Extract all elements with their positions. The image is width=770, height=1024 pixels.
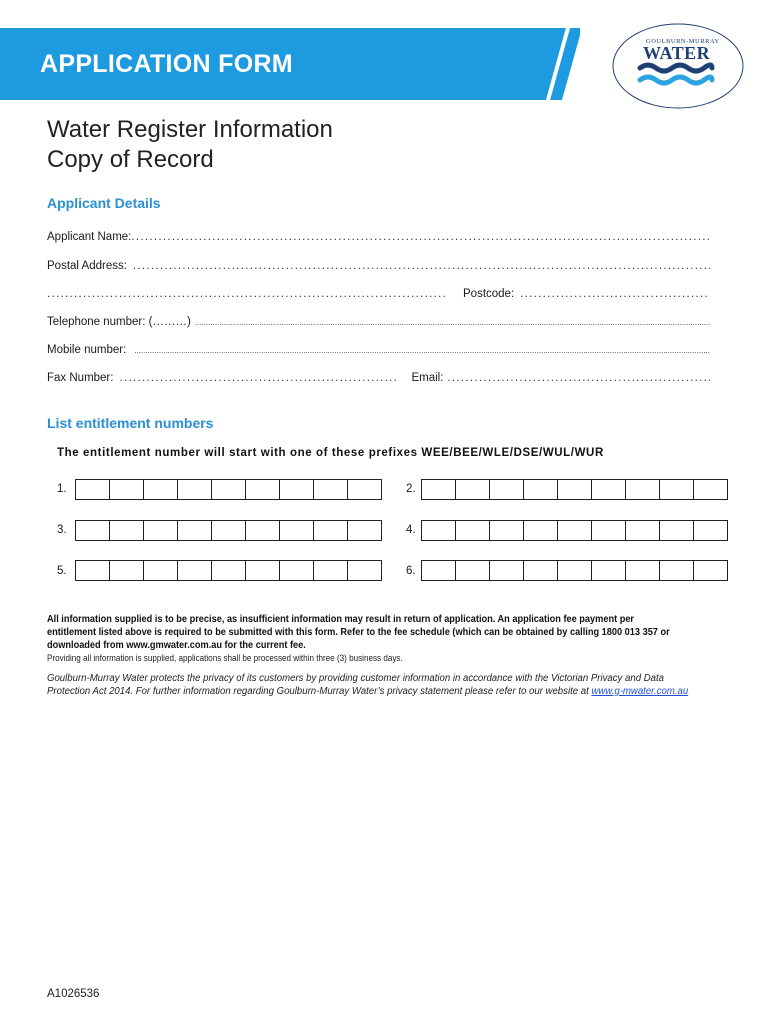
fax-entry[interactable] xyxy=(119,372,399,384)
entitlement-input-5[interactable] xyxy=(76,560,382,581)
postal-address-label: Postal Address: xyxy=(47,260,127,272)
applicant-details-heading: Applicant Details xyxy=(47,195,161,211)
email-entry[interactable] xyxy=(447,372,710,384)
postal-address-line2-field[interactable] xyxy=(47,288,710,300)
mobile-field[interactable] xyxy=(47,344,710,356)
applicant-name-label: Applicant Name: xyxy=(47,231,132,243)
postcode-label: Postcode: xyxy=(463,288,515,300)
entitlement-input-6[interactable] xyxy=(422,560,728,581)
entitlement-label-5: 5. xyxy=(57,565,67,577)
water-waves-logo-icon xyxy=(610,22,746,110)
entitlement-label-3: 3. xyxy=(57,524,67,536)
entitlement-label-6: 6. xyxy=(406,565,416,577)
applicant-name-entry[interactable] xyxy=(131,231,710,243)
postal-address-field[interactable] xyxy=(47,260,710,272)
entitlement-label-4: 4. xyxy=(406,524,416,536)
postcode-entry[interactable] xyxy=(520,288,710,300)
fee-notice: All information supplied is to be precise, as insufficient information may result in return of application. An application fee payment per entitlement listed above is required to be submitted with this form. Refer to the fee schedule (which can be obtained by calling 1800 013 357 or downloaded from www.gmwater.com.au for the current fee. xyxy=(47,614,670,651)
postal-address-line2-entry[interactable] xyxy=(47,288,447,300)
telephone-entry[interactable] xyxy=(195,318,710,327)
fax-email-field[interactable] xyxy=(47,372,710,384)
banner-title: APPLICATION FORM xyxy=(40,50,293,78)
email-label: Email: xyxy=(411,372,444,384)
prefix-note: The entitlement number will start with one of these prefixes WEE/BEE/WLE/DSE/WUL/WUR xyxy=(57,447,604,459)
postal-address-entry[interactable] xyxy=(133,260,710,272)
mobile-entry[interactable] xyxy=(134,346,710,355)
entitlement-input-3[interactable] xyxy=(76,520,382,541)
applicant-name-field[interactable] xyxy=(47,231,710,243)
document-title-line1: Water Register Information xyxy=(47,116,333,143)
entitlement-input-4[interactable] xyxy=(422,520,728,541)
privacy-text: Goulburn-Murray Water protects the privacy of its customers by providing customer information in accordance with the Victorian Privacy and Data Protection Act 2014. For further information regarding Goulburn-Murray Water’s privacy statement please refer to our website at xyxy=(47,673,664,697)
entitlement-label-1: 1. xyxy=(57,483,67,495)
entitlement-label-2: 2. xyxy=(406,483,416,495)
logo-subtext: GOULBURN-MURRAY xyxy=(646,38,720,45)
document-title-line2: Copy of Record xyxy=(47,146,214,173)
entitlement-input-2[interactable] xyxy=(422,479,728,500)
website-link[interactable]: www.g-mwater.com.au xyxy=(591,685,689,697)
telephone-label: Telephone number: (………) xyxy=(47,316,191,328)
mobile-label: Mobile number: xyxy=(47,344,127,356)
fax-label: Fax Number: xyxy=(47,372,114,384)
form-id: A1026536 xyxy=(47,988,100,1000)
telephone-field[interactable] xyxy=(47,316,710,328)
entitlement-heading: List entitlement numbers xyxy=(47,415,214,431)
entitlement-input-1[interactable] xyxy=(76,479,382,500)
processing-notice: Providing all information is supplied, applications shall be processed within three (3) business days. xyxy=(47,653,403,663)
logo-text: WATER xyxy=(643,43,711,63)
privacy-statement xyxy=(47,673,709,698)
